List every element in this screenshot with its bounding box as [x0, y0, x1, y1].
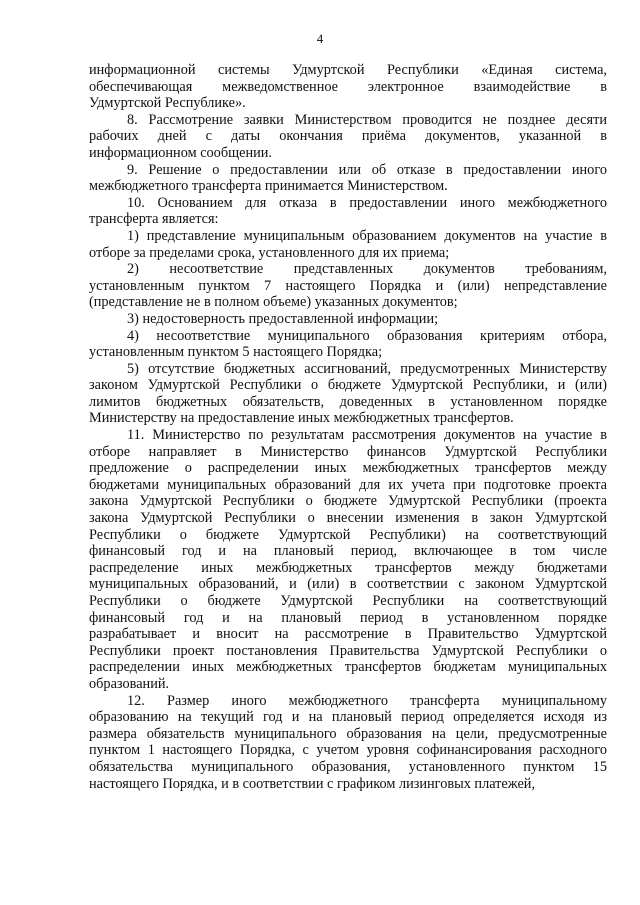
text-line: рабочих дней с даты окончания приёма документов, указанной в	[89, 128, 607, 145]
paragraph-11	[89, 427, 607, 693]
paragraph-7-continuation	[89, 62, 607, 112]
text-line: Республики проект постановления Правительства Удмуртской Республики о	[89, 642, 607, 659]
text-line: межбюджетного трансферта принимается Министерством.	[89, 178, 448, 195]
text-line: 2) несоответствие представленных документов требованиям,	[127, 261, 607, 278]
text-line: 8. Рассмотрение заявки Министерством проводится не позднее десяти	[127, 111, 607, 128]
text-line: Республики о бюджете Удмуртской Республики на соответствующий	[89, 593, 607, 609]
text-line: Министерству на предоставление иных межбюджетных трансфертов.	[89, 410, 514, 427]
text-line: образованию на текущий год и на плановый период определяется исходя из	[89, 709, 607, 726]
paragraph-8	[89, 112, 607, 162]
paragraph-10-item-1	[89, 228, 607, 261]
text-line: финансовый год и на плановый период, включающее в том числе	[89, 543, 607, 560]
text-line: закона Удмуртской Республики о бюджете Удмуртской Республики (проекта	[89, 493, 607, 510]
page-number: 4	[316, 31, 324, 46]
text-line: информационном сообщении.	[89, 144, 272, 161]
text-line: финансовый год и на плановый период в установленном порядке	[89, 609, 607, 626]
text-line: обеспечивающая межведомственное электронное взаимодействие в	[89, 78, 607, 95]
text-line: (представление не в полном объеме) указанных документов;	[89, 294, 458, 311]
paragraph-9	[89, 162, 607, 195]
text-line: 10. Основанием для отказа в предоставлении иного межбюджетного	[127, 194, 607, 211]
text-line: 1) представление муниципальным образованием документов на участие в	[127, 227, 607, 244]
text-line: Удмуртской Республике».	[89, 95, 246, 112]
text-line: образований.	[89, 675, 170, 692]
paragraph-10-item-4	[89, 328, 607, 361]
text-line: законом Удмуртской Республики о бюджете Удмуртской Республики, и (или)	[89, 377, 607, 394]
text-line: 3) недостоверность предоставленной информации;	[127, 310, 439, 327]
text-line: распределение иных межбюджетных трансфертов между бюджетами	[89, 559, 607, 576]
text-line: 12. Размер иного межбюджетного трансферта муниципальному	[127, 692, 607, 709]
text-line: установленным пунктом 7 настоящего Порядка и (или) непредставление	[89, 277, 607, 294]
text-line: установленным пунктом 5 настоящего Порядка;	[89, 344, 383, 361]
paragraph-10-item-3	[89, 311, 607, 328]
text-line: 5) отсутствие бюджетных ассигнований, предусмотренных Министерству	[127, 360, 607, 377]
paragraph-10-item-5	[89, 361, 607, 427]
text-line: лимитов бюджетных обязательств, доведенных в установленном порядке	[89, 393, 607, 410]
text-line: отборе направляет в Министерство финансов Удмуртской Республики	[89, 443, 607, 460]
text-line: муниципальных образований, и (или) в соответствии с законом Удмуртской	[89, 576, 607, 593]
text-line: информационной системы Удмуртской Республики «Единая система,	[89, 62, 607, 78]
paragraph-10-item-2	[89, 261, 607, 311]
paragraph-10	[89, 195, 607, 228]
text-line: размера обязательств муниципального образования на цели, предусмотренные	[89, 725, 607, 742]
text-line: 4) несоответствие муниципального образования критериям отбора,	[127, 327, 607, 344]
paragraph-12	[89, 693, 607, 793]
text-line: распределении иных межбюджетных трансфертов бюджетам муниципальных	[89, 659, 607, 676]
text-line: бюджетами муниципальных образований для их учета при подготовке проекта	[89, 476, 607, 493]
text-line: разрабатывает и вносит на рассмотрение в Правительство Удмуртской	[89, 626, 607, 643]
text-line: 11. Министерство по результатам рассмотрения документов на участие в	[127, 427, 607, 444]
text-line: трансферта является:	[89, 211, 219, 228]
text-line: 9. Решение о предоставлении или об отказе в предоставлении иного	[127, 161, 607, 178]
text-line: Республики о бюджете Удмуртской Республики) на соответствующий	[89, 526, 607, 543]
text-line: предложение о распределении иных межбюджетных трансфертов между	[89, 460, 607, 477]
document-body	[89, 62, 607, 792]
text-line: настоящего Порядка, и в соответствии с графиком лизинговых платежей,	[89, 775, 536, 792]
text-line: отборе за пределами срока, установленного для их приема;	[89, 244, 450, 261]
text-line: обязательства муниципального образования, установленного пунктом 15	[89, 758, 607, 775]
text-line: закона Удмуртской Республики о внесении изменения в закон Удмуртской	[89, 510, 607, 527]
text-line: пунктом 1 настоящего Порядка, с учетом уровня софинансирования расходного	[89, 742, 607, 759]
